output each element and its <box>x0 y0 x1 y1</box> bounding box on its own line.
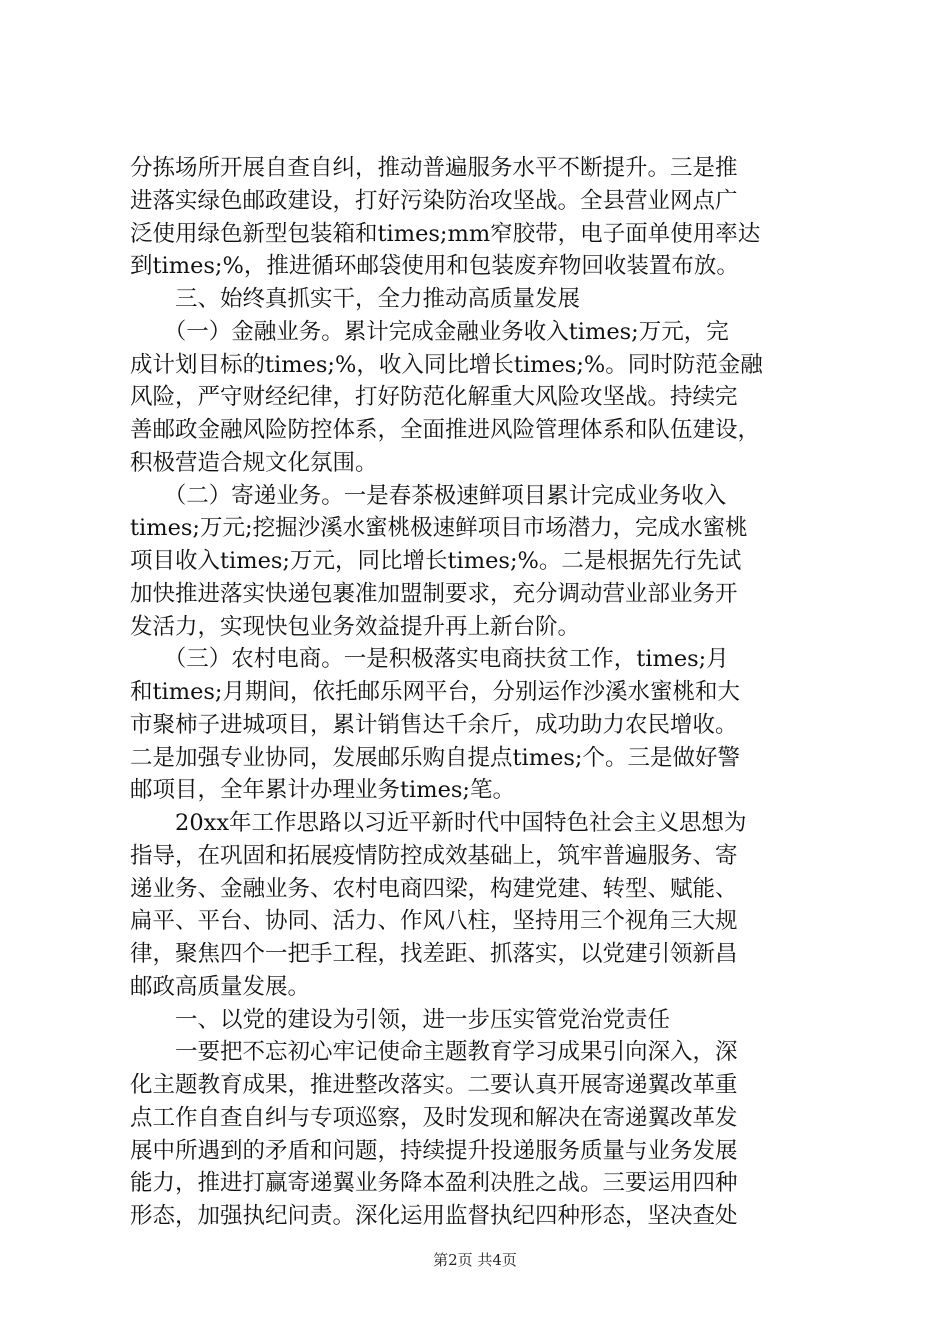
text-line: 善邮政金融风险防控体系，全面推进风险管理体系和队伍建设， <box>130 417 761 443</box>
text-line: 能力，推进打赢寄递翼业务降本盈利决胜之战。三要运用四种 <box>130 1170 738 1197</box>
text-line: 到times;%，推进循环邮袋使用和包装废弃物回收装置布放。 <box>130 253 739 280</box>
text-line: （一）金融业务。累计完成金融业务收入times;万元，完 <box>130 318 729 345</box>
text-line: 展中所遇到的矛盾和问题，持续提升投递服务质量与业务发展 <box>130 1137 738 1164</box>
text-line: 成计划目标的times;%，收入同比增长times;%。同时防范金融 <box>130 351 763 378</box>
text-line: 项目收入times;万元，同比增长times;%。二是根据先行先试 <box>130 548 742 574</box>
text-line: 市聚柿子进城项目，累计销售达千余斤，成功助力农民增收。 <box>130 711 738 738</box>
text-line: 邮项目，全年累计办理业务times;笔。 <box>130 777 516 804</box>
text-line: 点工作自查自纠与专项巡察，及时发现和解决在寄递翼改革发 <box>130 1104 738 1131</box>
text-line: 扁平、平台、协同、活力、作风八柱，坚持用三个视角三大规 <box>130 908 738 935</box>
text-line: 加快推进落实快递包裹准加盟制要求，充分调动营业部业务开 <box>130 580 738 607</box>
text-line: 分拣场所开展自查自纠，推动普遍服务水平不断提升。三是推 <box>130 155 738 181</box>
text-line: 形态，加强执纪问责。深化运用监督执纪四种形态，坚决查处 <box>130 1203 738 1229</box>
text-line: 发活力，实现快包业务效益提升再上新台阶。 <box>130 613 581 640</box>
text-line: 邮政高质量发展。 <box>130 973 311 1000</box>
page-number-footer: 第2页 共4页 <box>433 1251 517 1269</box>
text-line: （二）寄递业务。一是春茶极速鲜项目累计完成业务收入 <box>130 482 727 509</box>
section-heading: 一、以党的建设为引领，进一步压实管党治党责任 <box>130 1006 671 1033</box>
text-line: 泛使用绿色新型包装箱和times;mm窄胶带，电子面单使用率达 <box>130 220 761 247</box>
text-line: 进落实绿色邮政建设，打好污染防治攻坚战。全县营业网点广 <box>130 187 738 214</box>
document-body <box>130 152 830 1233</box>
text-line: 一要把不忘初心牢记使命主题教育学习成果引向深入，深 <box>130 1039 738 1066</box>
section-heading: 三、始终真抓实干，全力推动高质量发展 <box>130 286 581 312</box>
text-line: 指导，在巩固和拓展疫情防控成效基础上，筑牢普遍服务、寄 <box>130 842 738 869</box>
text-line: 化主题教育成果，推进整改落实。二要认真开展寄递翼改革重 <box>130 1072 738 1098</box>
text-line: 积极营造合规文化氛围。 <box>130 449 378 476</box>
text-line: 二是加强专业协同，发展邮乐购自提点times;个。三是做好警 <box>130 744 741 771</box>
text-line: times;万元;挖掘沙溪水蜜桃极速鲜项目市场潜力，完成水蜜桃 <box>130 515 748 542</box>
text-line: （三）农村电商。一是积极落实电商扶贫工作，times;月 <box>130 646 729 673</box>
text-line: 递业务、金融业务、农村电商四梁，构建党建、转型、赋能、 <box>130 875 738 902</box>
text-line: 风险，严守财经纪律，打好防范化解重大风险攻坚战。持续完 <box>130 384 738 411</box>
text-line: 20xx年工作思路以习近平新时代中国特色社会主义思想为 <box>130 810 747 836</box>
text-line: 律，聚焦四个一把手工程，找差距、抓落实，以党建引领新昌 <box>130 941 738 967</box>
text-line: 和times;月期间，依托邮乐网平台，分别运作沙溪水蜜桃和大 <box>130 679 741 705</box>
